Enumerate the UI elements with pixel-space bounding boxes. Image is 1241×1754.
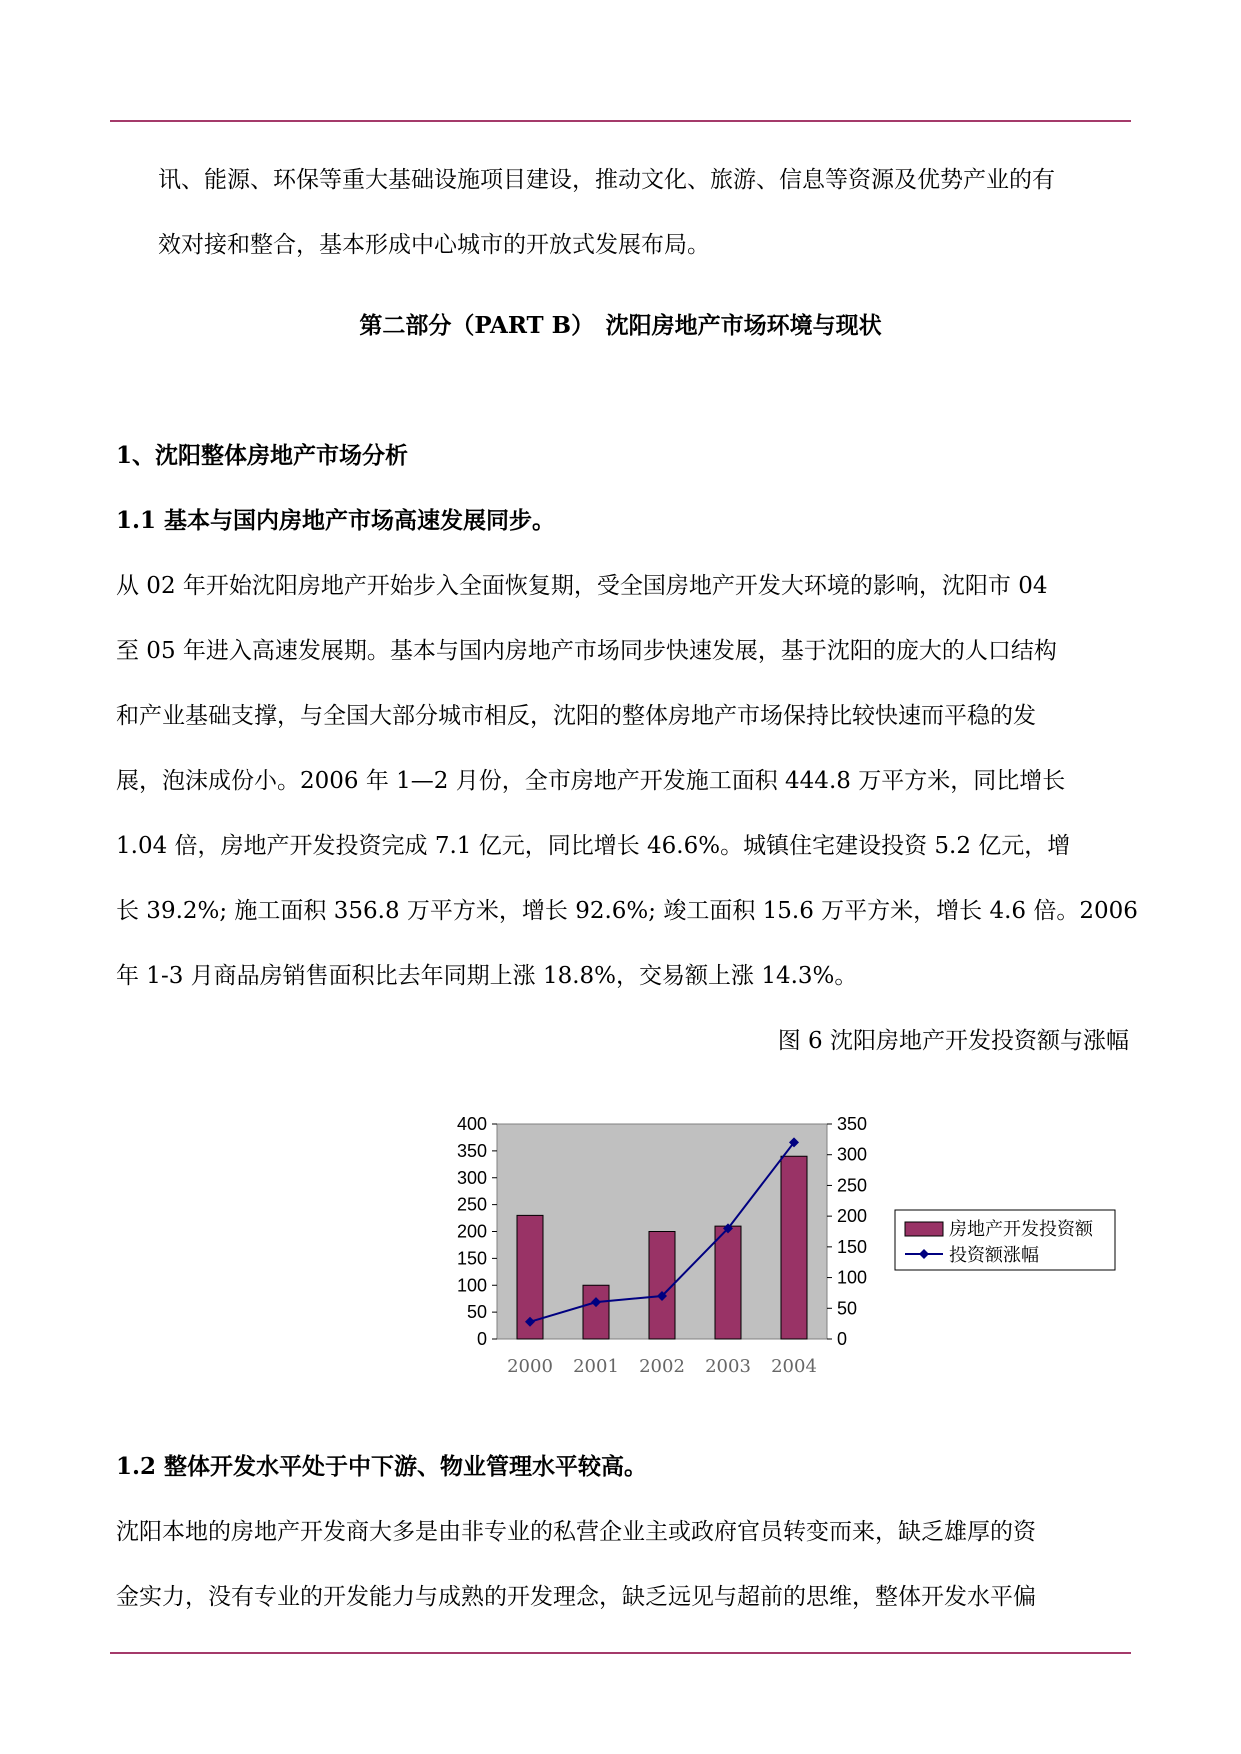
intro-line-1: 讯、能源、环保等重大基础设施项目建设，推动文化、旅游、信息等资源及优势产业的有 [158,167,1055,193]
left-axis-tick-label: 350 [456,1140,487,1161]
left-axis-tick-label: 250 [456,1194,487,1215]
figure-caption: 图 6 沈阳房地产开发投资额与涨幅 [777,1028,1129,1054]
bar-investment [781,1156,807,1339]
x-axis-tick-label: 2001 [573,1356,619,1377]
left-axis-tick-label: 50 [466,1302,487,1323]
para-1-1-line-6: 长 39.2%; 施工面积 356.8 万平方米，增长 92.6%; 竣工面积 15.6 万平方米，增长 4.6 倍。2006 [116,898,1138,924]
legend-label-investment: 房地产开发投资额 [949,1219,1093,1240]
left-axis-tick-label: 400 [456,1114,487,1134]
left-axis-tick-label: 200 [456,1221,487,1242]
header-rule [110,120,1131,122]
para-1-2-line-1: 沈阳本地的房地产开发商大多是由非专业的私营企业主或政府官员转变而来，缺乏雄厚的资 [116,1519,1036,1545]
bar-investment [583,1285,609,1339]
right-axis-tick-label: 300 [837,1144,868,1165]
x-axis-tick-label: 2002 [639,1356,685,1377]
intro-line-2: 效对接和整合，基本形成中心城市的开放式发展布局。 [158,232,710,258]
right-axis-tick-label: 200 [837,1206,868,1227]
right-axis-tick-label: 350 [837,1114,868,1134]
bar-investment [715,1226,741,1339]
section-1-heading: 1、沈阳整体房地产市场分析 [116,442,409,469]
x-axis-tick-label: 2000 [507,1356,553,1377]
right-axis-tick-label: 250 [837,1175,868,1196]
left-axis-tick-label: 150 [456,1248,487,1269]
para-1-1-line-7: 年 1-3 月商品房销售面积比去年同期上涨 18.8%，交易额上涨 14.3%。 [116,963,858,989]
legend-label-growth: 投资额涨幅 [949,1245,1039,1266]
section-1-1-heading: 1.1 基本与国内房地产市场高速发展同步。 [116,507,556,534]
investment-chart [430,1110,1120,1400]
left-axis-tick-label: 100 [456,1275,487,1296]
legend-swatch-investment [905,1222,943,1236]
right-axis-tick-label: 50 [837,1298,858,1319]
para-1-1-line-4: 展，泡沫成份小。2006 年 1—2 月份，全市房地产开发施工面积 444.8 万平方米，同比增长 [116,768,1066,794]
bar-investment [649,1232,675,1340]
part-title: 第二部分（PART B） 沈阳房地产市场环境与现状 [359,312,882,339]
right-axis-tick-label: 0 [837,1329,848,1349]
right-axis-tick-label: 100 [837,1267,868,1288]
footer-rule [110,1652,1131,1654]
para-1-1-line-3: 和产业基础支撑，与全国大部分城市相反，沈阳的整体房地产市场保持比较快速而平稳的发 [116,703,1036,729]
x-axis-tick-label: 2004 [771,1356,817,1377]
para-1-2-line-2: 金实力，没有专业的开发能力与成熟的开发理念，缺乏远见与超前的思维，整体开发水平偏 [116,1584,1036,1610]
para-1-1-line-1: 从 02 年开始沈阳房地产开始步入全面恢复期，受全国房地产开发大环境的影响，沈阳市 04 [116,573,1048,599]
right-axis-tick-label: 150 [837,1236,868,1257]
x-axis-tick-label: 2003 [705,1356,751,1377]
left-axis-tick-label: 300 [456,1167,487,1188]
para-1-1-line-5: 1.04 倍，房地产开发投资完成 7.1 亿元，同比增长 46.6%。城镇住宅建设投资 5.2 亿元，增 [116,833,1071,859]
section-1-2-heading: 1.2 整体开发水平处于中下游、物业管理水平较高。 [116,1453,648,1480]
left-axis-tick-label: 0 [476,1329,487,1349]
para-1-1-line-2: 至 05 年进入高速发展期。基本与国内房地产市场同步快速发展，基于沈阳的庞大的人口结构 [116,638,1057,664]
